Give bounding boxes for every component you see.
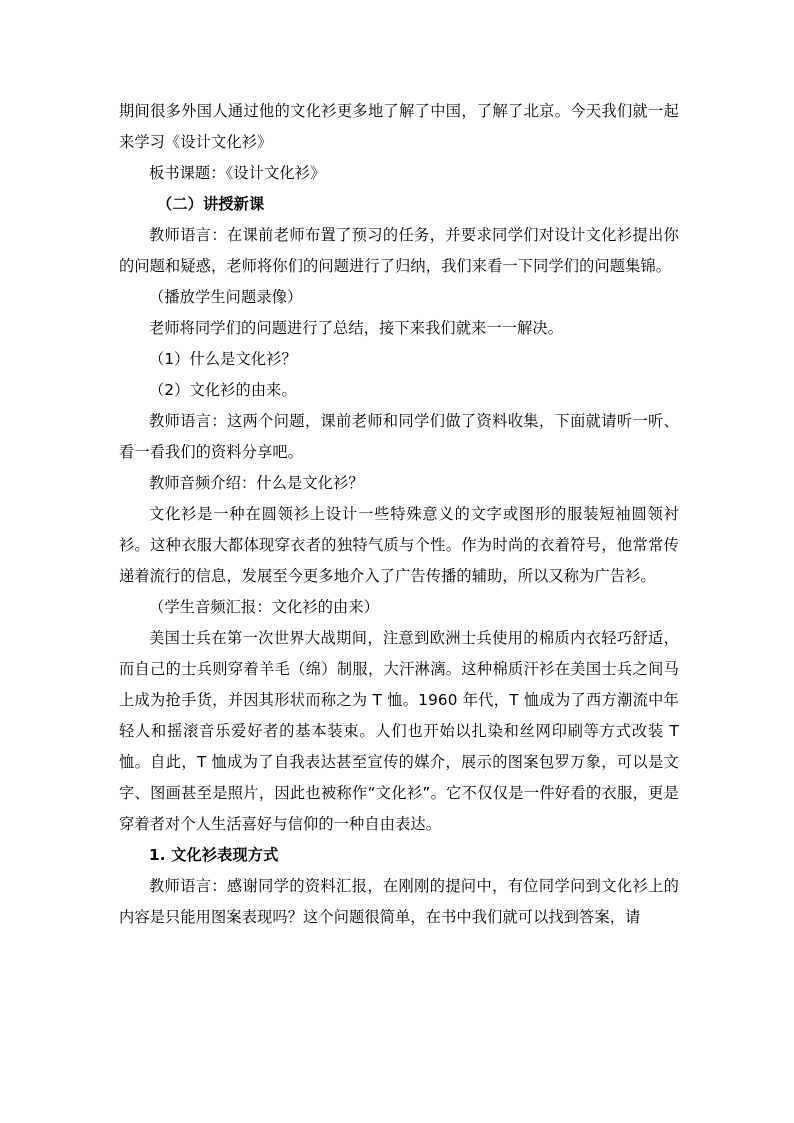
paragraph-board-title: 板书课题：《设计文化衫》 — [149, 164, 326, 182]
paragraph-summary: 老师将同学们的问题进行了总结，接下来我们就来一一解决。 — [149, 319, 564, 337]
paragraph-intro-continued: 期间很多外国人通过他的文化衫更多地了解了中国，了解了北京。今天我们就一起来学习《设计文化衫》 — [119, 102, 679, 151]
paragraph-play-video: （播放学生问题录像） — [149, 288, 303, 306]
question-item-1: （1）什么是文化衫？ — [149, 350, 297, 368]
section-heading-new-lesson: （二）讲授新课 — [157, 195, 265, 213]
paragraph-student-report: （学生音频汇报：文化衫的由来） — [149, 598, 380, 616]
paragraph-history: 美国士兵在第一次世界大战期间，注意到欧洲士兵使用的棉质内衣轻巧舒适，而自己的士兵则穿着羊毛（绵）制服，大汗淋漓。这种棉质汗衫在美国士兵之间马上成为抢手货，并因其形状而称之为 T 恤。1960 年代，T 恤成为了西方潮流中年轻人和摇滚音乐爱好者的基本装束。人们也开始以扎染和丝网印刷等方式改装 T 恤。自此，T 恤成为了自我表达甚至宣传的媒介，展示的图案包罗万象，可以是文字、图画甚至是照片，因此也被称作“文化衫”。它不仅仅是一件好看的衣服，更是穿着者对个人生活喜好与信仰的一种自由表达。 — [119, 629, 679, 833]
paragraph-teacher-question: 教师语言：感谢同学的资料汇报，在刚刚的提问中，有位同学问到文化衫上的内容是只能用图案表现吗？这个问题很简单，在书中我们就可以找到答案，请 — [119, 877, 679, 926]
question-item-2: （2）文化衫的由来。 — [149, 381, 297, 399]
paragraph-audio-intro: 教师音频介绍：什么是文化衫？ — [149, 474, 364, 492]
subsection-heading-expression: 1. 文化衫表现方式 — [149, 846, 279, 864]
paragraph-definition: 文化衫是一种在圆领衫上设计一些特殊意义的文字或图形的服装短袖圆领衬衫。这种衣服大都体现穿衣者的独特气质与个性。作为时尚的衣着符号，他常常传递着流行的信息，发展至今更多地介入了广告传播的辅助，所以又称为广告衫。 — [119, 505, 679, 585]
document-body — [119, 96, 679, 933]
paragraph-teacher-preview: 教师语言：在课前老师布置了预习的任务，并要求同学们对设计文化衫提出你的问题和疑惑，老师将你们的问题进行了归纳，我们来看一下同学们的问题集锦。 — [119, 226, 679, 275]
paragraph-teacher-resources: 教师语言：这两个问题，课前老师和同学们做了资料收集，下面就请听一听、看一看我们的资料分享吧。 — [119, 412, 679, 461]
